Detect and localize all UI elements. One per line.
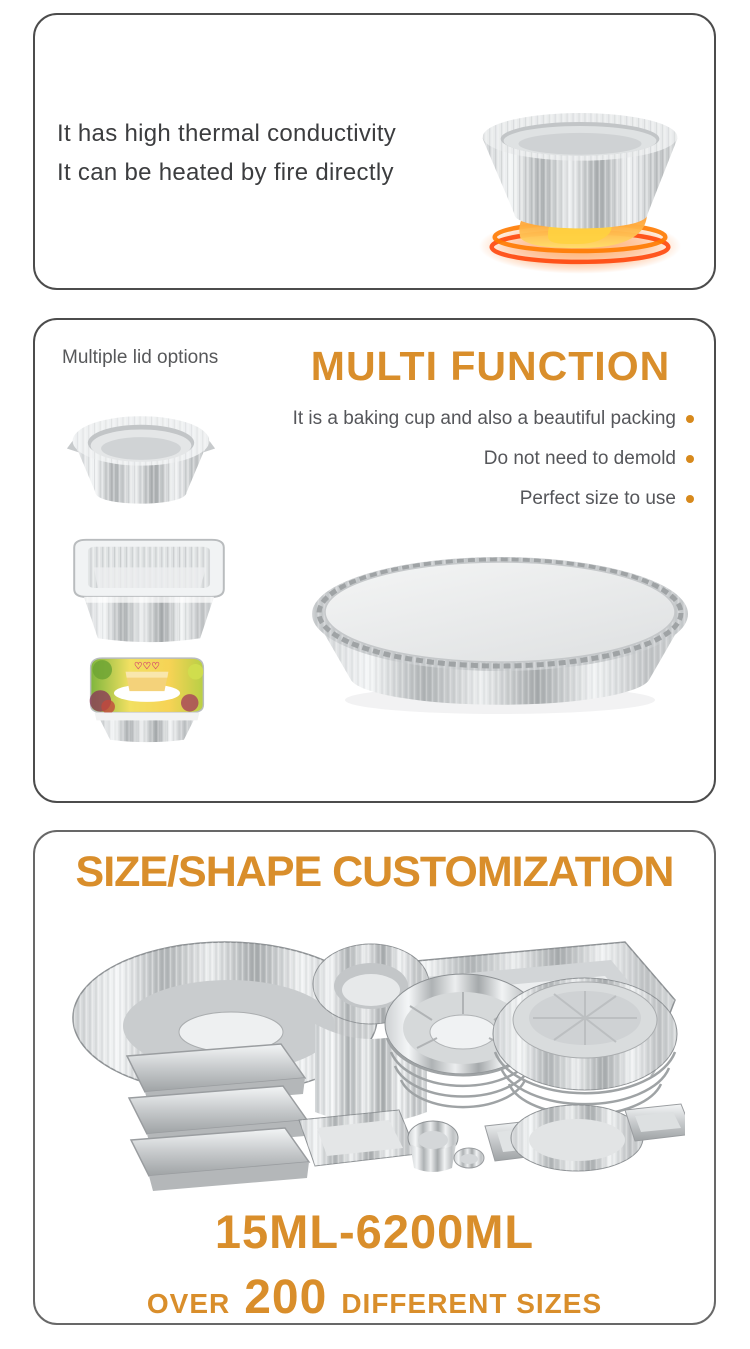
multi-function-section: [33, 318, 716, 803]
size-title: SIZE/SHAPE CUSTOMIZATION: [75, 848, 674, 896]
feature-text: It is a baking cup and also a beautiful packing: [292, 408, 676, 429]
printed-lid-container-image: [79, 650, 215, 744]
foil-pan-over-fire-image: [453, 87, 711, 281]
feature-item: [293, 408, 694, 430]
thermal-headline: [57, 114, 396, 192]
count-suffix: DIFFERENT SIZES: [341, 1288, 603, 1319]
svg-text:♡♡♡: ♡♡♡: [133, 660, 161, 672]
round-foil-bowl-image: [65, 394, 217, 522]
containers-collage-image: [65, 906, 685, 1202]
bullet-dot-icon: [686, 495, 694, 503]
round-pan-white-lid-image: [297, 522, 703, 720]
rect-container-clear-lid-image: [60, 528, 238, 652]
bullet-dot-icon: [686, 415, 694, 423]
count-value: 200: [244, 1271, 328, 1324]
thermal-line1: It has high thermal conductivity: [57, 120, 397, 147]
count-prefix: OVER: [146, 1288, 231, 1319]
feature-item: [293, 448, 694, 470]
size-shape-section: [33, 830, 716, 1325]
sizes-count-line: [35, 1270, 714, 1325]
feature-text: Do not need to demold: [483, 448, 676, 469]
thermal-section: [33, 13, 716, 290]
feature-list: [293, 408, 694, 528]
bullet-dot-icon: [686, 455, 694, 463]
feature-item: [293, 488, 694, 510]
multi-function-title: MULTI FUNCTION: [310, 343, 671, 389]
volume-range: 15ML-6200ML: [214, 1205, 535, 1258]
lid-options-label: Multiple lid options: [62, 347, 219, 368]
thermal-line2: It can be heated by fire directly: [57, 159, 394, 186]
feature-text: Perfect size to use: [519, 488, 676, 509]
